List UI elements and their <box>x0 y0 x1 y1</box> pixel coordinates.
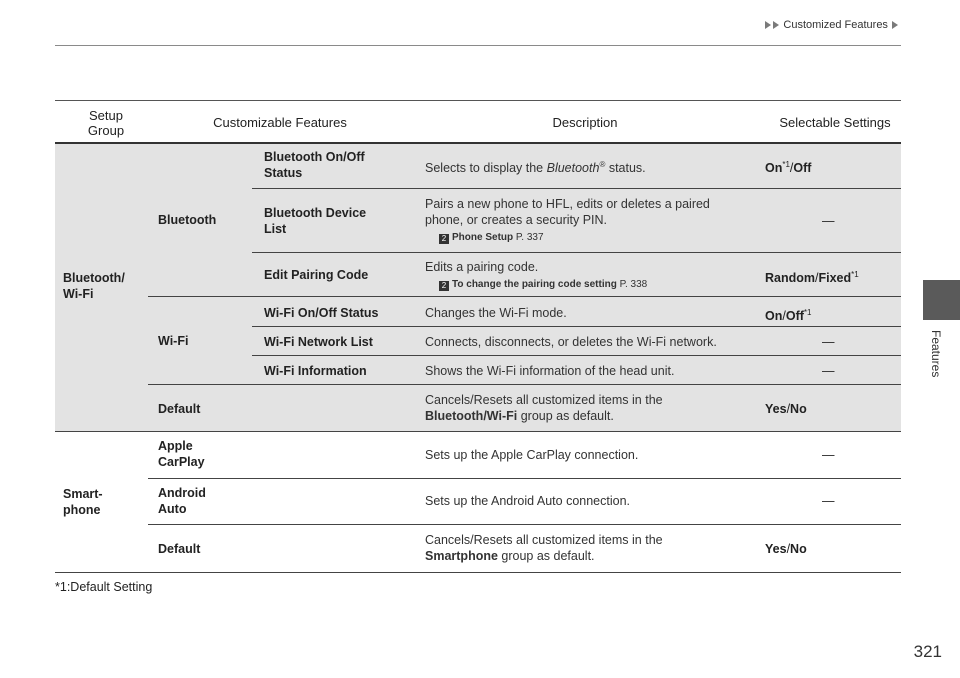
cross-reference-link[interactable] <box>425 277 647 293</box>
feature-wifi-information: Wi-Fi Information <box>264 364 367 378</box>
feature-wifi-network-list: Wi-Fi Network List <box>264 335 373 349</box>
feature-android-auto <box>158 485 206 517</box>
description-wifi-network-list: Connects, disconnects, or deletes the Wi-Fi network. <box>425 335 717 349</box>
setting-separator: / <box>786 542 791 556</box>
feature-bluetooth-device-list <box>264 205 366 237</box>
description-apple-carplay: Sets up the Apple CarPlay connection. <box>425 448 639 462</box>
feature-line: Bluetooth On/Off <box>264 150 365 164</box>
feature-default-smartphone: Default <box>158 542 201 556</box>
description-line: Cancels/Resets all customized items in the <box>425 533 663 547</box>
feature-wifi-on-off-status: Wi-Fi On/Off Status <box>264 306 379 320</box>
setting-separator: / <box>782 309 786 323</box>
setting-default-bluetooth-wifi <box>765 401 807 417</box>
footnote-marker: *1 <box>782 160 790 169</box>
subgroup-name-bluetooth: Bluetooth <box>158 213 217 227</box>
setting-option: On <box>765 309 783 323</box>
section-tab-label: Features <box>929 330 943 378</box>
setting-wifi-information: — <box>822 364 835 378</box>
feature-line: Status <box>264 166 303 180</box>
description-italic: Bluetooth <box>546 161 600 175</box>
setting-default-smartphone <box>765 541 807 557</box>
feature-line: CarPlay <box>158 455 205 469</box>
setting-wifi-network-list: — <box>822 335 835 349</box>
reference-arrow-icon: 2 <box>439 281 449 291</box>
row-rule <box>148 478 901 479</box>
reference-title: To change the pairing code setting <box>452 279 617 290</box>
setting-apple-carplay: — <box>822 448 835 462</box>
column-header-features: Customizable Features <box>213 115 347 130</box>
group-name-line: Wi-Fi <box>63 287 94 301</box>
setting-bluetooth-device-list: — <box>822 214 835 228</box>
feature-bluetooth-on-off-status <box>264 149 365 181</box>
feature-apple-carplay <box>158 438 205 470</box>
description-wifi-information: Shows the Wi-Fi information of the head unit. <box>425 364 675 378</box>
setting-option: No <box>790 402 807 416</box>
footnote-marker: *1 <box>851 270 859 279</box>
feature-line: List <box>264 222 287 236</box>
group-name-line: phone <box>63 503 101 517</box>
description-text: Selects to display the <box>425 161 547 175</box>
column-header-description: Description <box>552 115 618 130</box>
description-default-smartphone <box>425 532 663 564</box>
setting-option: No <box>790 542 807 556</box>
setting-option: Yes <box>765 402 787 416</box>
row-rule <box>252 355 901 356</box>
setting-option: Off <box>793 161 812 175</box>
description-default-bluetooth-wifi <box>425 392 663 424</box>
description-wifi-on-off-status: Changes the Wi-Fi mode. <box>425 306 567 320</box>
column-header-line: Group <box>87 123 125 138</box>
breadcrumb-arrow-icon <box>773 21 779 29</box>
cross-reference-link[interactable] <box>425 230 710 246</box>
feature-line: Android <box>158 486 206 500</box>
column-header-line: Setup <box>89 108 123 123</box>
group-rule <box>55 431 901 432</box>
row-rule <box>148 384 901 385</box>
group-name-line: Smart- <box>63 487 103 501</box>
row-rule <box>148 296 901 297</box>
group-name-line: Bluetooth/ <box>63 271 125 285</box>
description-line <box>425 408 663 424</box>
setting-edit-pairing-code <box>765 267 859 286</box>
description-line: Edits a pairing code. <box>425 260 539 274</box>
setting-bluetooth-on-off-status <box>765 157 811 176</box>
reference-page: P. 337 <box>513 232 544 243</box>
feature-edit-pairing-code: Edit Pairing Code <box>264 268 369 282</box>
group-name-smartphone <box>63 486 103 518</box>
footnote: *1:Default Setting <box>55 580 153 594</box>
description-bold: Smartphone <box>425 549 498 563</box>
setting-wifi-on-off-status <box>765 305 811 324</box>
description-text: group as default. <box>497 549 595 563</box>
reference-page: P. 338 <box>616 279 648 290</box>
feature-line: Bluetooth Device <box>264 206 367 220</box>
breadcrumb-arrow-icon <box>765 21 771 29</box>
setting-option: Fixed <box>818 271 852 285</box>
header-rule <box>55 142 901 144</box>
reference-title: Phone Setup <box>452 232 514 243</box>
description-android-auto: Sets up the Android Auto connection. <box>425 494 631 508</box>
description-bluetooth-on-off-status <box>425 157 646 176</box>
column-header-settings: Selectable Settings <box>779 115 891 130</box>
description-bold: Bluetooth/Wi-Fi <box>425 409 518 423</box>
setting-separator: / <box>815 271 819 285</box>
footnote-marker: *1 <box>803 308 812 317</box>
section-tab <box>923 280 960 380</box>
description-line: Cancels/Resets all customized items in the <box>425 393 663 407</box>
row-rule <box>252 188 901 189</box>
setting-option: Random <box>765 271 815 285</box>
group-name-bluetooth-wifi <box>63 270 125 302</box>
page-number: 321 <box>913 642 942 661</box>
description-line: Pairs a new phone to HFL, edits or deletes a paired <box>425 197 710 211</box>
feature-line: Auto <box>158 502 187 516</box>
setting-separator: / <box>789 161 794 175</box>
description-text: group as default. <box>517 409 614 423</box>
setting-separator: / <box>786 402 791 416</box>
table-top-rule <box>55 100 901 101</box>
subgroup-name-default: Default <box>158 402 201 416</box>
column-header-setup-group <box>70 108 142 138</box>
description-line <box>425 548 663 564</box>
registered-mark: ® <box>599 160 606 169</box>
description-text: status. <box>605 161 646 175</box>
row-rule <box>148 524 901 525</box>
breadcrumb-label: Customized Features <box>783 19 888 31</box>
setting-option: On <box>765 161 783 175</box>
breadcrumb <box>0 19 899 31</box>
header-divider <box>55 45 901 46</box>
description-edit-pairing-code <box>425 259 647 293</box>
feature-line: Apple <box>158 439 193 453</box>
row-rule <box>252 252 901 253</box>
subgroup-name-wifi: Wi-Fi <box>158 334 189 348</box>
reference-arrow-icon: 2 <box>439 234 449 244</box>
setting-android-auto: — <box>822 494 835 508</box>
setting-option: Yes <box>765 542 787 556</box>
setting-option: Off <box>785 309 804 323</box>
description-line: phone, or creates a security PIN. <box>425 213 608 227</box>
breadcrumb-arrow-icon <box>892 21 898 29</box>
table-bottom-rule <box>55 572 901 573</box>
row-rule <box>252 326 901 327</box>
description-bluetooth-device-list <box>425 196 710 246</box>
